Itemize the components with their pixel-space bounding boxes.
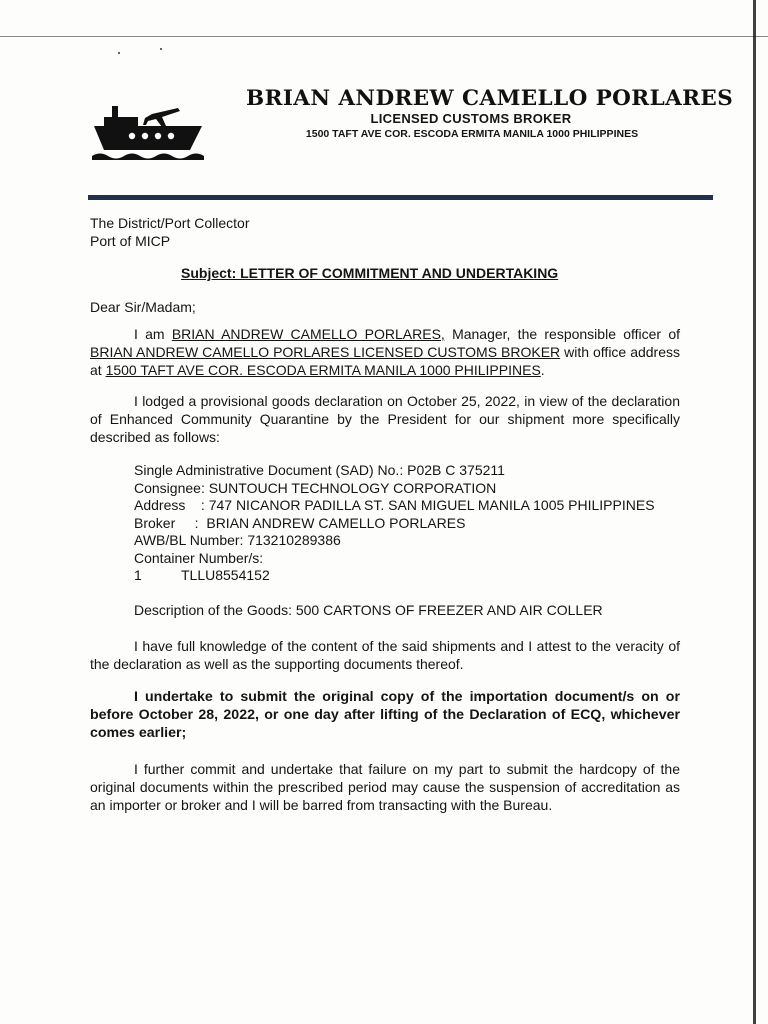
- para1-lead: I am: [134, 326, 172, 342]
- scan-speck: [160, 48, 162, 50]
- salutation: Dear Sir/Madam;: [90, 299, 196, 315]
- scan-speck: [118, 52, 120, 54]
- company-address: 1500 TAFT AVE COR. ESCODA ERMITA MANILA 1000 PHILIPPINES: [305, 128, 639, 140]
- company-name: BRIAN ANDREW CAMELLO PORLARES: [246, 86, 734, 111]
- paragraph-commitment: I further commit and undertake that failure on my part to submit the hardcopy of the original documents within the prescribed period may cause the suspension of accreditation as an importer or broker and I will be barred from transacting with the Bureau.: [90, 761, 680, 813]
- officer-name: BRIAN ANDREW CAMELLO PORLARES,: [171, 326, 445, 342]
- paragraph-undertaking: I undertake to submit the original copy of the importation document/s on or before October 28, 2022, or one day after lifting of the Declaration of ECQ, whichever comes earlier;: [90, 689, 680, 741]
- container-number: TLLU8554152: [181, 567, 270, 583]
- scan-edge-top: [0, 36, 768, 37]
- sad-number: Single Administrative Document (SAD) No.: P02B C 375211: [134, 462, 505, 478]
- para1-text: with office address at: [90, 344, 680, 378]
- recipient-block: [90, 214, 680, 250]
- scan-edge-right: [753, 0, 756, 1024]
- office-address: 1500 TAFT AVE COR. ESCODA ERMITA MANILA 1000 PHILIPPINES: [105, 362, 541, 378]
- container-row: [134, 567, 655, 585]
- container-index: 1: [134, 567, 142, 583]
- shipment-details: [134, 462, 655, 585]
- para1-end: .: [540, 362, 545, 378]
- company-subtitle: LICENSED CUSTOMS BROKER: [370, 111, 572, 126]
- broker-company: BRIAN ANDREW CAMELLO PORLARES LICENSED CUSTOMS BROKER: [90, 344, 561, 360]
- para1-text: Manager, the responsible officer of: [444, 326, 680, 342]
- consignee-address: Address : 747 NICANOR PADILLA ST. SAN MIGUEL MANILA 1005 PHILIPPINES: [134, 497, 655, 513]
- paragraph-knowledge: I have full knowledge of the content of the said shipments and I attest to the veracity of the declaration as well as the supporting documents thereof.: [90, 638, 680, 672]
- consignee: Consignee: SUNTOUCH TECHNOLOGY CORPORATION: [134, 479, 497, 496]
- goods-description: Description of the Goods: 500 CARTONS OF FREEZER AND AIR COLLER: [134, 602, 603, 618]
- ship-and-airplane-icon: [90, 98, 208, 162]
- recipient-line: Port of MICP: [90, 233, 171, 249]
- container-label: Container Number/s:: [134, 549, 264, 566]
- paragraph-declaration: I lodged a provisional goods declaration on October 25, 2022, in view of the declaration of Enhanced Community Quarantine by the President for our shipment more specifically described as follows:: [90, 393, 680, 445]
- recipient-line: The District/Port Collector: [90, 215, 250, 231]
- paragraph-introduction: [90, 325, 680, 379]
- broker: Broker : BRIAN ANDREW CAMELLO PORLARES: [134, 514, 466, 531]
- header-divider: [88, 195, 713, 200]
- subject-line: Subject: LETTER OF COMMITMENT AND UNDERTAKING: [181, 265, 559, 281]
- awb-number: AWB/BL Number: 713210289386: [134, 532, 341, 548]
